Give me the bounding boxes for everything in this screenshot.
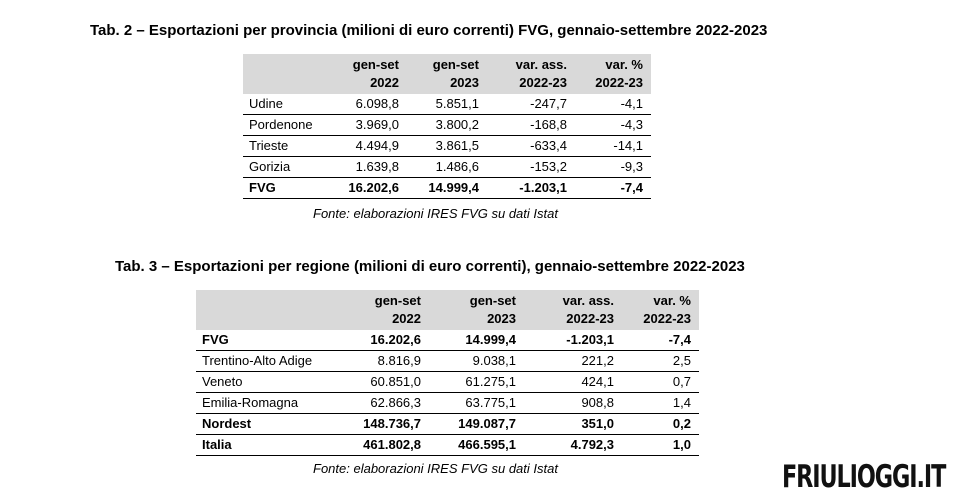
tab3-header-col: gen-set 2023 <box>429 290 524 330</box>
table-cell: 3.800,2 <box>407 115 487 136</box>
table-row <box>243 178 651 199</box>
tab2-header-col: gen-set 2022 <box>327 54 407 94</box>
tab3-header-col: var. % 2022-23 <box>622 290 699 330</box>
table-cell: 1.639,8 <box>327 157 407 178</box>
table-row <box>243 115 651 136</box>
table-cell: -247,7 <box>487 94 575 115</box>
table-cell: -14,1 <box>575 136 651 157</box>
table-cell: 424,1 <box>524 372 622 393</box>
row-label: Veneto <box>196 372 334 393</box>
table-cell: -1.203,1 <box>487 178 575 199</box>
tab3-body <box>196 330 699 456</box>
tab2-header-col: var. % 2022-23 <box>575 54 651 94</box>
row-label: FVG <box>196 330 334 351</box>
tab2-title: Tab. 2 – Esportazioni per provincia (milioni di euro correnti) FVG, gennaio-settembre 2022-2023 <box>90 22 768 39</box>
table-cell: 60.851,0 <box>334 372 429 393</box>
row-label: Udine <box>243 94 327 115</box>
friulioggi-logo: FRIULIOGGI.IT <box>782 459 946 495</box>
row-label: Italia <box>196 435 334 456</box>
table-cell: 908,8 <box>524 393 622 414</box>
table-cell: -7,4 <box>575 178 651 199</box>
table-row <box>196 372 699 393</box>
tab2-source: Fonte: elaborazioni IRES FVG su dati Istat <box>313 206 558 221</box>
table-cell: 62.866,3 <box>334 393 429 414</box>
table-cell: 14.999,4 <box>407 178 487 199</box>
tab3-title: Tab. 3 – Esportazioni per regione (milioni di euro correnti), gennaio-settembre 2022-2023 <box>115 258 745 275</box>
tab3-source: Fonte: elaborazioni IRES FVG su dati Istat <box>313 461 558 476</box>
table-cell: 0,7 <box>622 372 699 393</box>
tab2-header-row <box>243 54 651 94</box>
table-cell: 14.999,4 <box>429 330 524 351</box>
table-row <box>196 330 699 351</box>
table-cell: 5.851,1 <box>407 94 487 115</box>
table-row <box>243 136 651 157</box>
table-row <box>196 351 699 372</box>
table-cell: 2,5 <box>622 351 699 372</box>
table-cell: 1.486,6 <box>407 157 487 178</box>
tab3-header-col: var. ass. 2022-23 <box>524 290 622 330</box>
table-cell: -7,4 <box>622 330 699 351</box>
table-cell: 148.736,7 <box>334 414 429 435</box>
table-row <box>196 393 699 414</box>
table-cell: -633,4 <box>487 136 575 157</box>
tab2-header-col: gen-set 2023 <box>407 54 487 94</box>
table-cell: 16.202,6 <box>327 178 407 199</box>
table-cell: -168,8 <box>487 115 575 136</box>
table-cell: 0,2 <box>622 414 699 435</box>
table-cell: 466.595,1 <box>429 435 524 456</box>
table-cell: -1.203,1 <box>524 330 622 351</box>
tab2-header-col: var. ass. 2022-23 <box>487 54 575 94</box>
tab2-table <box>243 54 651 199</box>
table-cell: 3.969,0 <box>327 115 407 136</box>
table-cell: 9.038,1 <box>429 351 524 372</box>
table-cell: -4,3 <box>575 115 651 136</box>
table-cell: -4,1 <box>575 94 651 115</box>
table-cell: 3.861,5 <box>407 136 487 157</box>
table-cell: 8.816,9 <box>334 351 429 372</box>
table-cell: 1,4 <box>622 393 699 414</box>
table-cell: -9,3 <box>575 157 651 178</box>
table-cell: 4.792,3 <box>524 435 622 456</box>
table-cell: 149.087,7 <box>429 414 524 435</box>
row-label: Nordest <box>196 414 334 435</box>
row-label: Pordenone <box>243 115 327 136</box>
tab3-header-blank <box>196 290 334 330</box>
table-cell: -153,2 <box>487 157 575 178</box>
row-label: Gorizia <box>243 157 327 178</box>
tab2-header-blank <box>243 54 327 94</box>
table-cell: 6.098,8 <box>327 94 407 115</box>
table-cell: 221,2 <box>524 351 622 372</box>
row-label: Trentino-Alto Adige <box>196 351 334 372</box>
tab3-header-col: gen-set 2022 <box>334 290 429 330</box>
table-cell: 63.775,1 <box>429 393 524 414</box>
table-cell: 16.202,6 <box>334 330 429 351</box>
table-row <box>243 157 651 178</box>
table-row <box>196 414 699 435</box>
tab3-table <box>196 290 699 456</box>
table-row <box>243 94 651 115</box>
table-row <box>196 435 699 456</box>
row-label: Emilia-Romagna <box>196 393 334 414</box>
tab2-body <box>243 94 651 199</box>
tab3-header-row <box>196 290 699 330</box>
table-cell: 61.275,1 <box>429 372 524 393</box>
table-cell: 461.802,8 <box>334 435 429 456</box>
table-cell: 351,0 <box>524 414 622 435</box>
row-label: FVG <box>243 178 327 199</box>
row-label: Trieste <box>243 136 327 157</box>
table-cell: 1,0 <box>622 435 699 456</box>
table-cell: 4.494,9 <box>327 136 407 157</box>
